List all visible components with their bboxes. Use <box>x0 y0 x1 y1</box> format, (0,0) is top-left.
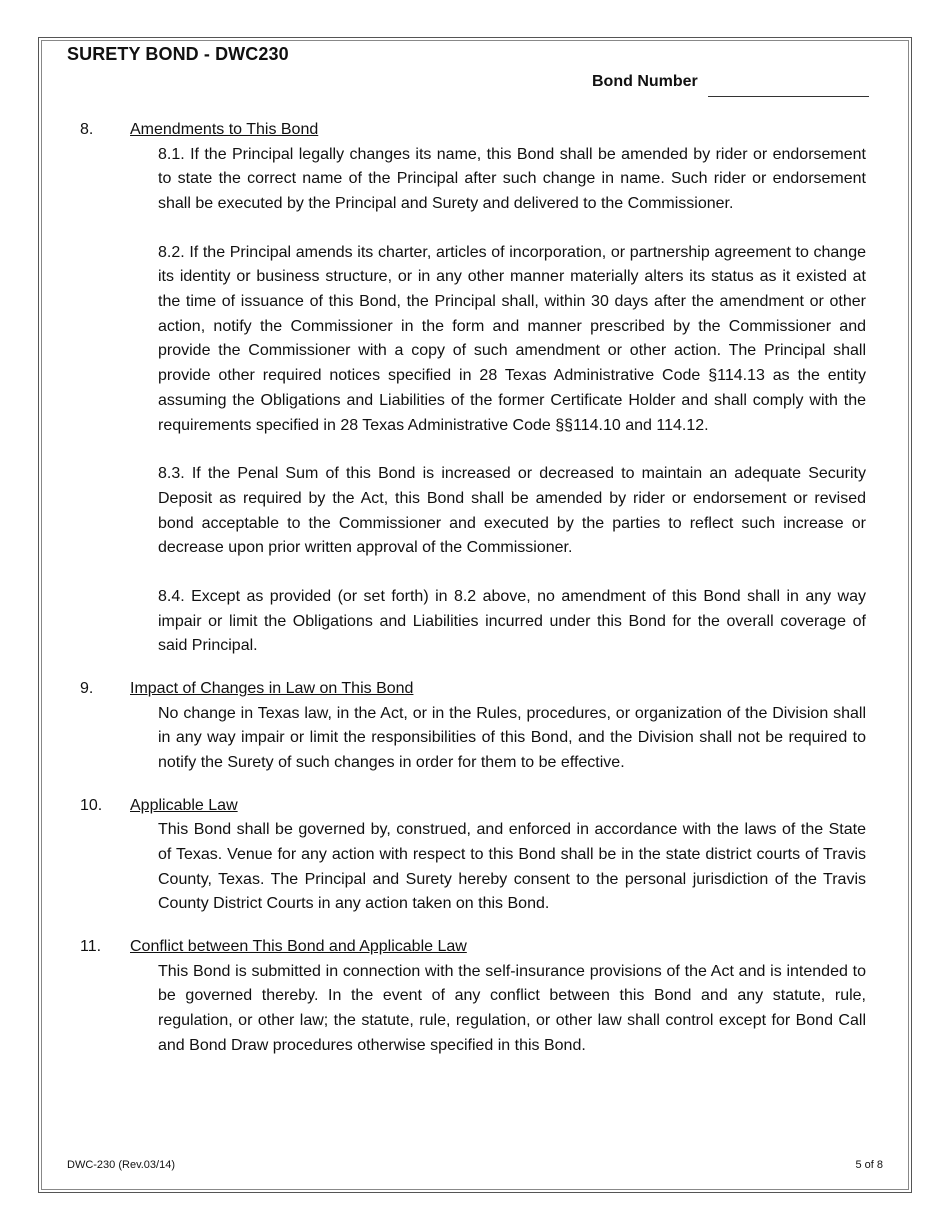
page-number: 5 of 8 <box>855 1159 883 1171</box>
bond-number-label: Bond Number <box>592 73 698 90</box>
section-heading: Conflict between This Bond and Applicable Law <box>130 938 467 956</box>
section-heading: Amendments to This Bond <box>130 121 319 138</box>
form-id: DWC-230 (Rev.03/14) <box>67 1159 175 1171</box>
document-title: SURETY BOND - DWC230 <box>67 44 289 64</box>
paragraph-8-1: 8.1. If the Principal legally changes its name, this Bond shall be amended by rider or endorsement to state the correct name of the Principal after such change in name. Such rider or endorsement shall be executed by the Principal and Surety and delivered to the Commissioner. <box>158 145 866 212</box>
paragraph-8-2: 8.2. If the Principal amends its charter, articles of incorporation, or partnership agreement to change its identity or business structure, or in any other manner materially alters its status as it existed at the time of issuance of this Bond, the Principal shall, within 30 days after the amendment or other action, notify the Commissioner in the form and manner prescribed by the Commissioner and provide the Commissioner with a copy of such amendment or other action. The Principal shall provide other required notices specified in 28 Texas Administrative Code §114.13 as the entity assuming the Obligations and Liabilities of the former Certificate Holder and shall comply with the requirements specified in 28 Texas Administrative Code §§114.10 and 114.12. <box>158 243 866 434</box>
section-number: 8. <box>80 121 94 138</box>
bond-number-field[interactable] <box>708 96 869 97</box>
section-11 <box>80 935 866 1058</box>
section-heading: Applicable Law <box>130 796 238 814</box>
paragraph-10: This Bond shall be governed by, construed, and enforced in accordance with the laws of the State of Texas. Venue for any action with respect to this Bond shall be in the state district courts of Travis County, Texas. The Principal and Surety hereby consent to the personal jurisdiction of the Travis County District Courts in any action taken on this Bond. <box>158 821 866 913</box>
section-9 <box>80 677 866 776</box>
paragraph-11: This Bond is submitted in connection with the self-insurance provisions of the Act and is intended to be governed thereby. In the event of any conflict between this Bond and any statute, rule, regulation, or other law; the statute, rule, regulation, or other law shall control except for Bond Call and Bond Draw procedures otherwise specified in this Bond. <box>158 962 866 1054</box>
paragraph-8-3: 8.3. If the Penal Sum of this Bond is increased or decreased to maintain an adequate Security Deposit as required by the Act, this Bond shall be amended by rider or endorsement or revised bond acceptable to the Commissioner and executed by the parties to reflect such increase or decrease upon prior written approval of the Commissioner. <box>158 465 866 557</box>
section-10 <box>80 794 866 917</box>
paragraph-8-4: 8.4. Except as provided (or set forth) in 8.2 above, no amendment of this Bond shall in any way impair or limit the Obligations and Liabilities incurred under this Bond for the overall coverage of said Principal. <box>158 588 866 655</box>
section-8 <box>80 118 866 659</box>
paragraph-9: No change in Texas law, in the Act, or in the Rules, procedures, or organization of the Division shall in any way impair or limit the responsibilities of this Bond, and the Division shall not be required to notify the Surety of such changes in order for them to be effective. <box>158 704 866 772</box>
section-heading: Impact of Changes in Law on This Bond <box>130 680 414 698</box>
section-number: 11. <box>80 938 102 956</box>
section-number: 9. <box>80 680 94 698</box>
document-body <box>80 118 866 1076</box>
section-number: 10. <box>80 796 103 814</box>
